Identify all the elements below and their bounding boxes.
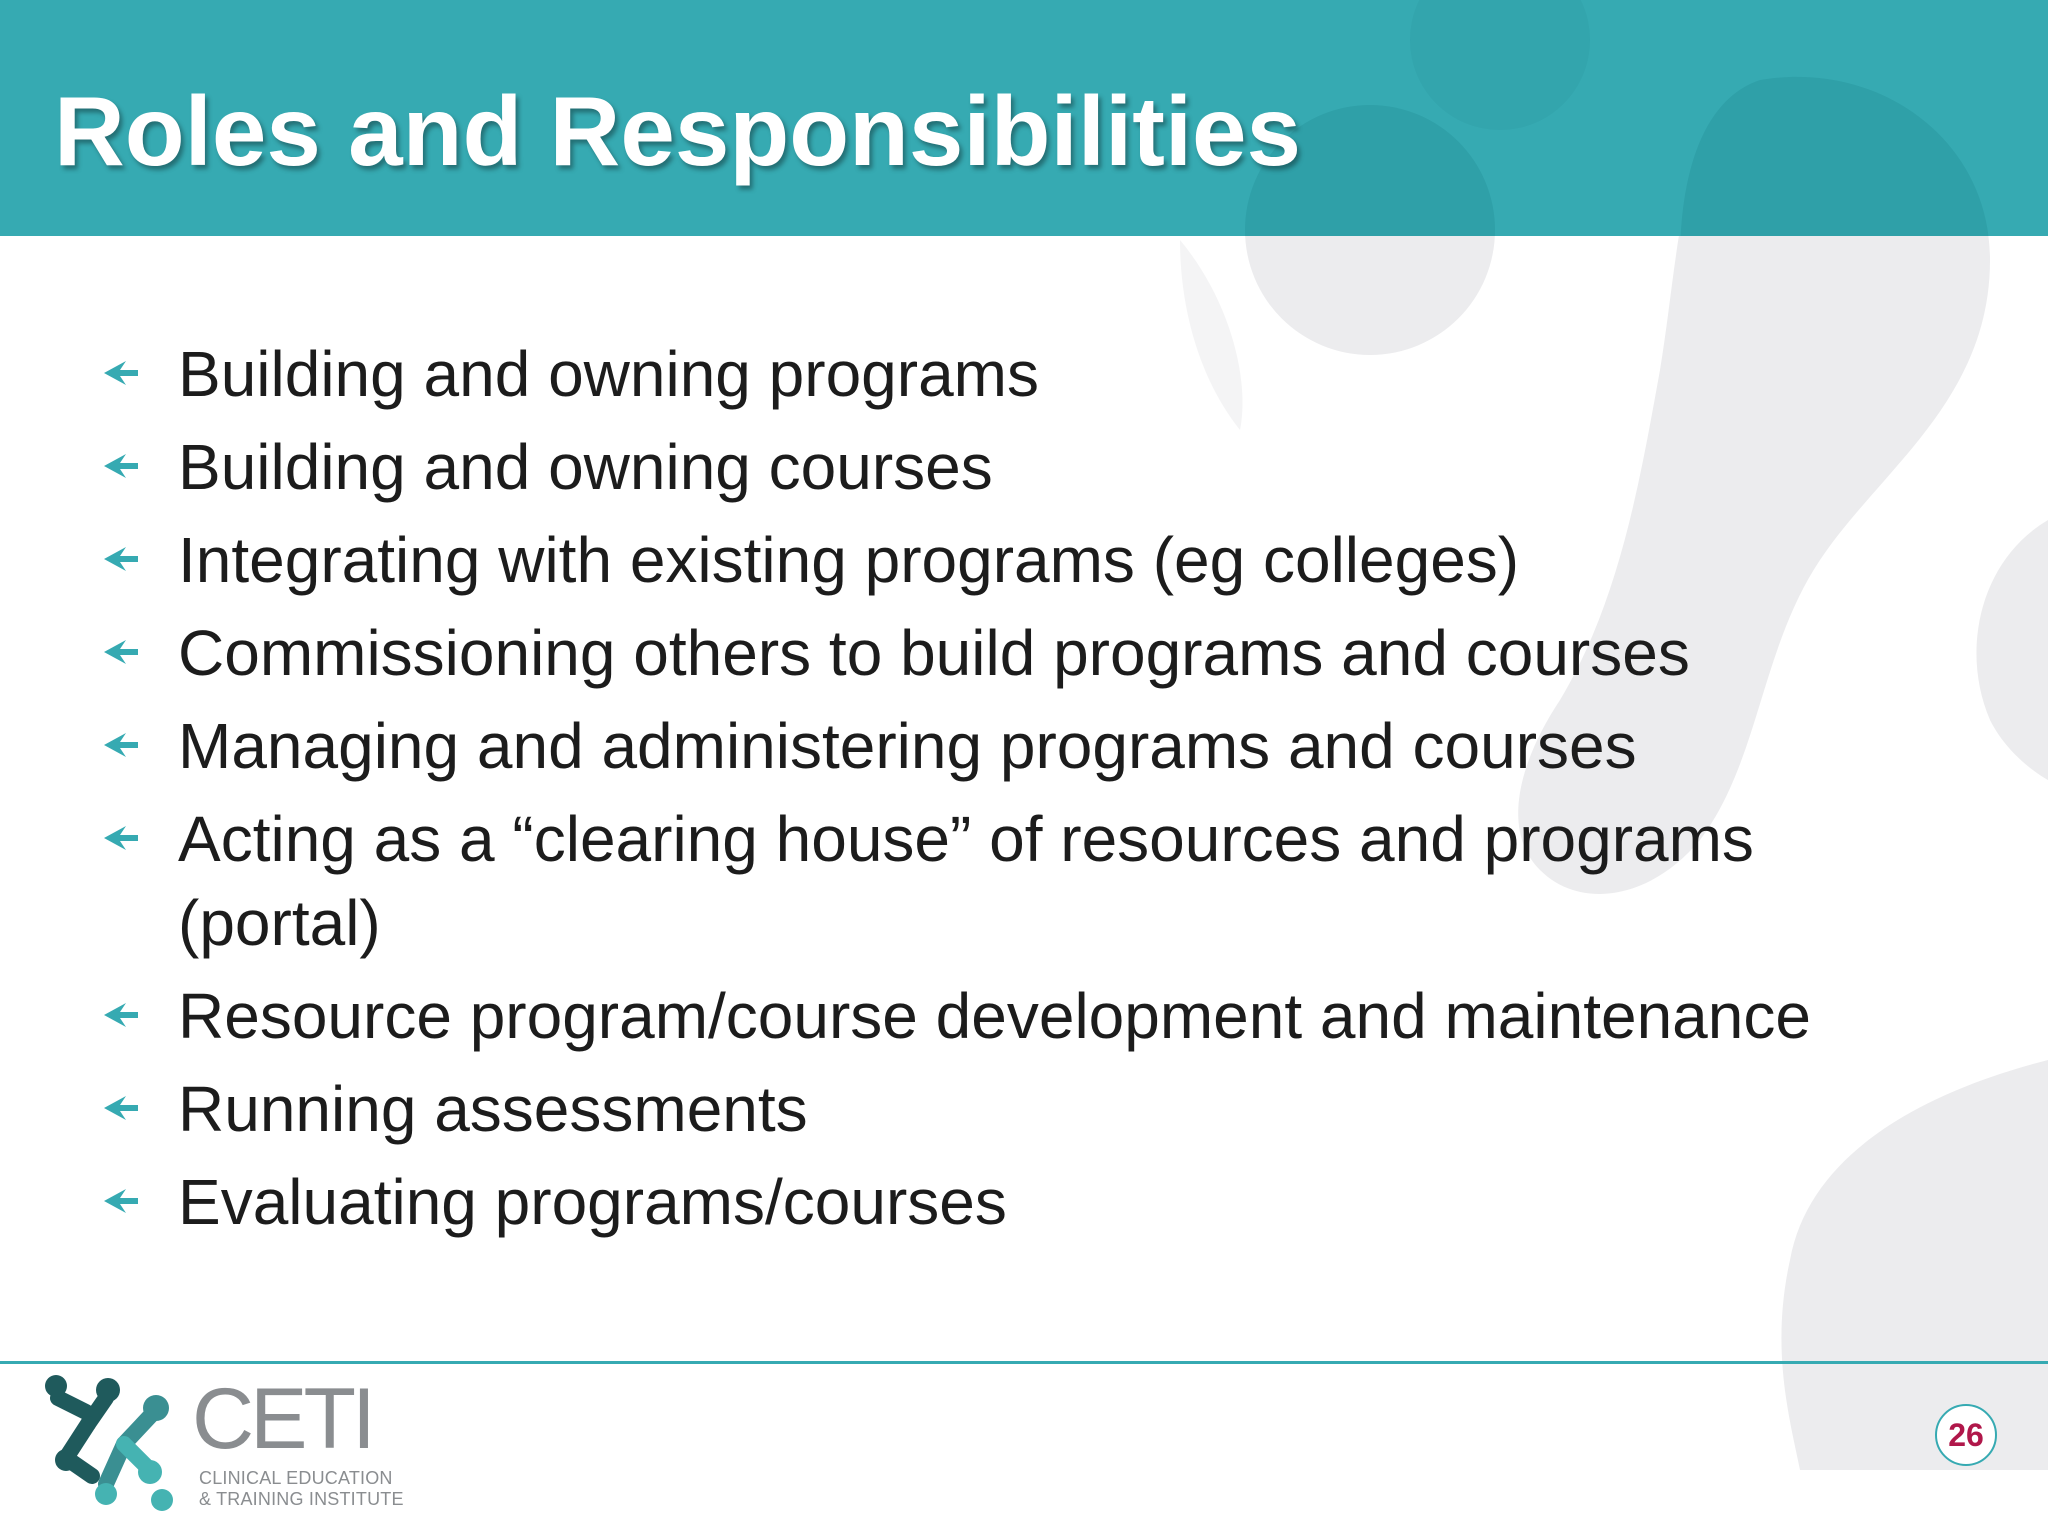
bullet-item xyxy=(0,611,1978,695)
bullet-text: Running assessments xyxy=(178,1073,808,1145)
bullet-list xyxy=(0,332,2048,1244)
bullet-text: Acting as a “clearing house” of resources and programs (portal) xyxy=(178,803,1754,959)
arrow-left-icon xyxy=(104,639,138,665)
arrow-left-icon xyxy=(104,732,138,758)
bullet-text: Integrating with existing programs (eg colleges) xyxy=(178,524,1520,596)
bullet-text: Building and owning courses xyxy=(178,431,993,503)
bullet-item xyxy=(0,1160,1978,1244)
page-number-badge: 26 xyxy=(1935,1404,1997,1466)
bullet-item xyxy=(0,797,1898,965)
arrow-left-icon xyxy=(104,546,138,572)
bullet-text: Resource program/course development and maintenance xyxy=(178,980,1811,1052)
arrow-left-icon xyxy=(104,1095,138,1121)
bullet-text: Building and owning programs xyxy=(178,338,1039,410)
bullet-item xyxy=(0,518,1978,602)
arrow-left-icon xyxy=(104,825,138,851)
title-banner xyxy=(0,0,2048,236)
bullet-text: Commissioning others to build programs and courses xyxy=(178,617,1690,689)
slide-title: Roles and Responsibilities xyxy=(54,76,1302,186)
bullet-text: Managing and administering programs and courses xyxy=(178,710,1637,782)
molecule-logo-icon xyxy=(44,1372,184,1512)
bullet-item xyxy=(0,974,1978,1058)
arrow-left-icon xyxy=(104,453,138,479)
bullet-item xyxy=(0,1067,1978,1151)
logo-subtitle-line1: CLINICAL EDUCATION xyxy=(199,1468,393,1488)
footer-divider xyxy=(0,1361,2048,1364)
logo-wordmark: CETI xyxy=(192,1371,372,1467)
bullet-item xyxy=(0,425,1978,509)
arrow-left-icon xyxy=(104,1002,138,1028)
bullet-text: Evaluating programs/courses xyxy=(178,1166,1007,1238)
bullet-item xyxy=(0,332,1978,416)
arrow-left-icon xyxy=(104,1188,138,1214)
logo-subtitle-line2: & TRAINING INSTITUTE xyxy=(199,1489,404,1509)
arrow-left-icon xyxy=(104,360,138,386)
ceti-logo xyxy=(44,1372,404,1512)
bullet-item xyxy=(0,704,1978,788)
